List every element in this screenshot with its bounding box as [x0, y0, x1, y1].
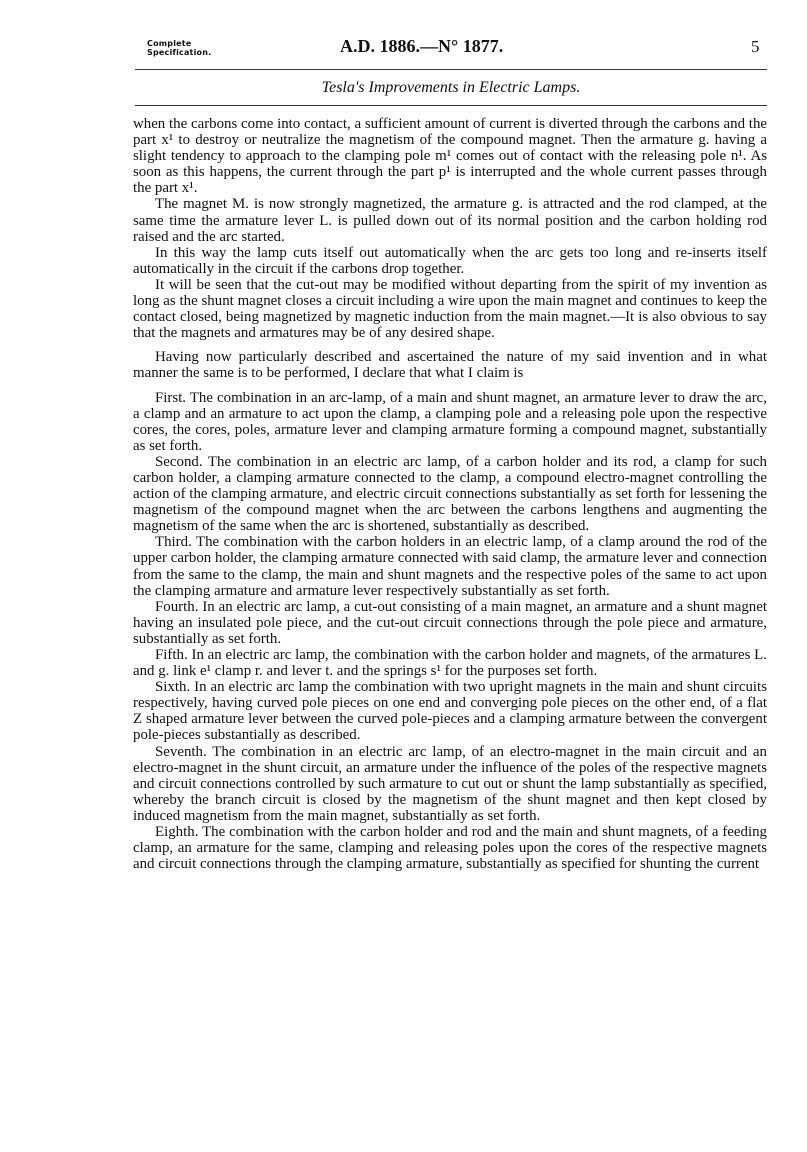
paragraph: Third. The combination with the carbon holders in an electric lamp, of a clamp around the rod of the upper carbon holder, the clamping armature connected with said clamp, the armature lever and connection from the same to the clamp, the main and shunt magnets and the respective poles of the same to act upon the clamping armature and armature lever respectively substantially as set forth. [133, 534, 767, 599]
paragraph: Sixth. In an electric arc lamp the combination with two upright magnets in the main and shunt circuits respectively, having curved pole pieces on one end and converging pole pieces on the other end, of a flat Z shaped armature lever between the curved pole-pieces and a clamping armature between the convergent pole-pieces substantially as described. [133, 679, 767, 744]
paragraph: Eighth. The combination with the carbon holder and rod and the main and shunt magnets, of a feeding clamp, an armature for the same, clamping and releasing poles upon the cores of the respective magnets and circuit connections through the clamping armature, substantially as specified for shunting the current [133, 824, 767, 873]
paragraph: Seventh. The combination in an electric arc lamp, of an electro-magnet in the main circuit and an electro-magnet in the shunt circuit, an armature under the influence of the poles of the respective magnets and circuit connections controlled by such armature to cut out or shunt the lamp substantially as specified, whereby the branch circuit is closed by the magnetism of the shunt magnet and then kept closed by induced magnetism from the main magnet, substantially as set forth. [133, 743, 767, 824]
patent-number-title: A.D. 1886.—N° 1877. [340, 36, 504, 56]
page-number: 5 [751, 37, 760, 56]
paragraph: Having now particularly described and ascertained the nature of my said invention and in what manner the same is to be performed, I declare that what I claim is [133, 349, 767, 382]
paragraph: First. The combination in an arc-lamp, of a main and shunt magnet, an armature lever to draw the arc, a clamp and an armature to act upon the clamp, a clamping pole and a releasing pole upon the respective cores, the cores, poles, armature lever and clamping armature forming a compound magnet, substantially as set forth. [133, 389, 767, 454]
paragraph: Fourth. In an electric arc lamp, a cut-out consisting of a main magnet, an armature and a shunt magnet having an insulated pole piece, and the cut-out circuit connections through the pole piece and armature, substantially as set forth. [133, 598, 767, 647]
specification-label [147, 39, 211, 57]
page-header [0, 36, 807, 76]
label-line-1: Complete [147, 39, 192, 48]
paragraph: Second. The combination in an electric arc lamp, of a carbon holder and its rod, a clamp for such carbon holder, a clamping armature connected to the clamp, a compound electro-magnet controlling the action of the clamping armature, and electric circuit connections substantially as set forth for lessening the magnetism of the compound magnet when the arc between the carbons lengthens and augmenting the magnetism of the same when the arc is shortened, substantially as described. [133, 453, 767, 535]
paragraph: Fifth. In an electric arc lamp, the combination with the carbon holder and magnets, of the armatures L. and g. link e¹ clamp r. and lever t. and the springs s¹ for the purposes set forth. [133, 647, 767, 680]
paragraph: In this way the lamp cuts itself out automatically when the arc gets too long and re-inserts itself automatically in the circuit if the carbons drop together. [133, 244, 767, 277]
header-rule [135, 69, 767, 70]
paragraph: when the carbons come into contact, a sufficient amount of current is diverted through the carbons and the part x¹ to destroy or neutralize the magnetism of the compound magnet. Then the armature g. having a slight tendency to approach to the clamping pole m¹ comes out of contact with the releasing pole n¹. As soon as this happens, the current through the part p¹ is interrupted and the whole current passes through the part x¹. [133, 116, 767, 197]
body-text [133, 116, 767, 872]
label-line-2: Specification. [147, 48, 212, 57]
subtitle-rule [135, 105, 767, 106]
paragraph: The magnet M. is now strongly magnetized, the armature g. is attracted and the rod clamped, at the same time the armature lever L. is pulled down out of its normal position and the carbon holding rod raised and the arc started. [133, 196, 767, 245]
running-title: Tesla's Improvements in Electric Lamps. [321, 79, 581, 96]
paragraph: It will be seen that the cut-out may be modified without departing from the spirit of my invention as long as the shunt magnet closes a circuit including a wire upon the main magnet and continues to keep the contact closed, being magnetized by magnetic induction from the main magnet.—It is also obvious to say that the magnets and armatures may be of any desired shape. [133, 276, 767, 342]
